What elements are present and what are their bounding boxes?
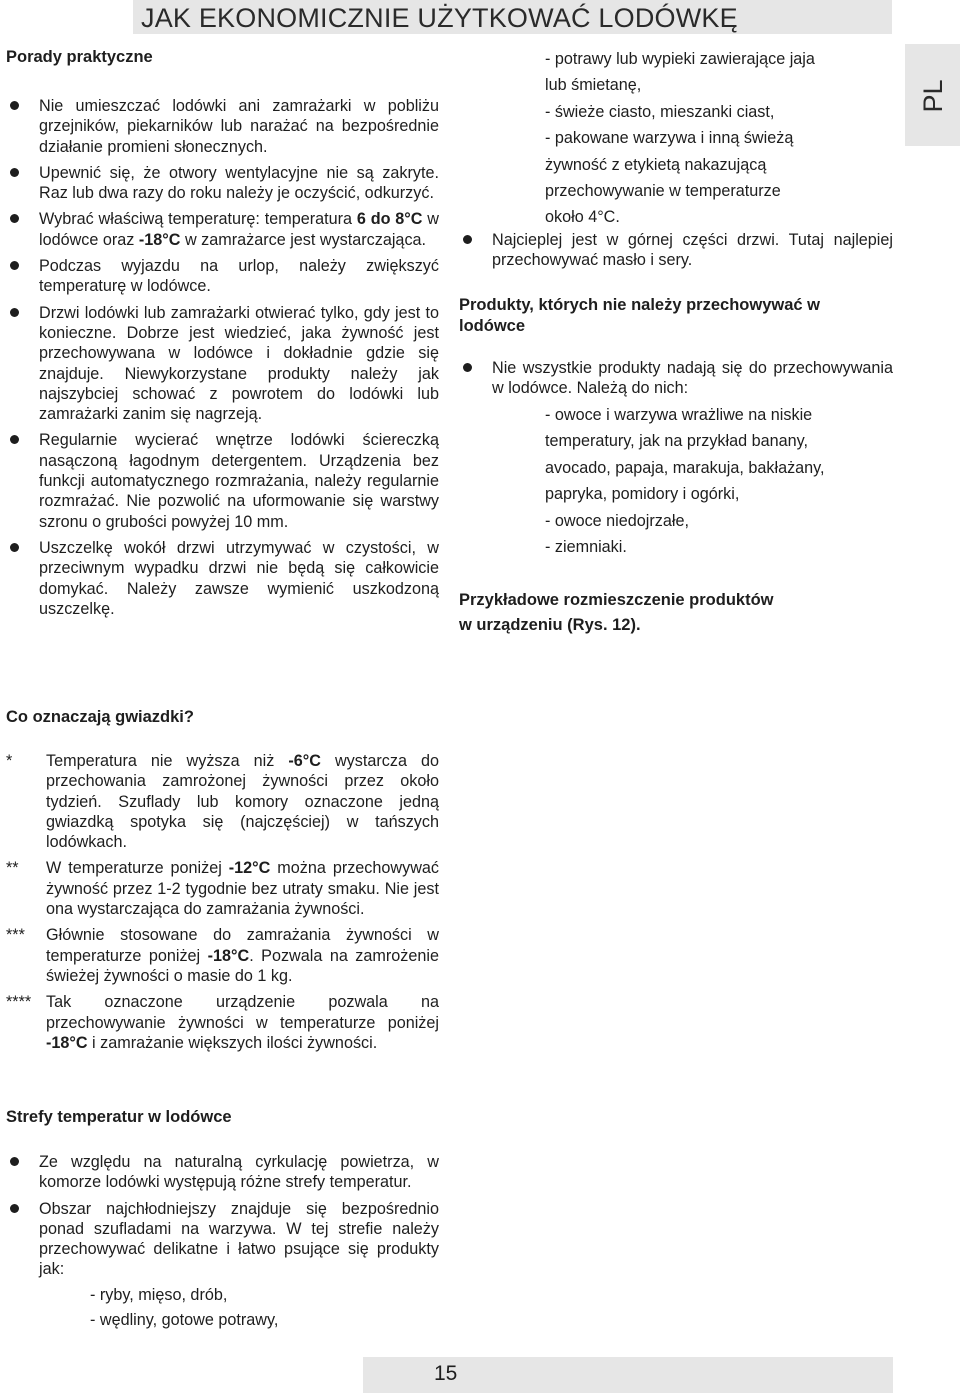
star-mark: *	[6, 752, 13, 770]
not-store-sublist	[545, 402, 885, 560]
practical-item: Nie umieszczać lodówki ani zamrażarki w pobliżu grzejników, piekarników lub narażać na bezpośrednie działanie promieni słonecznych.	[6, 96, 439, 157]
right-sub-line: - pakowane warzywa i inną świeżą	[545, 129, 794, 148]
language-label: PL	[918, 79, 948, 113]
star-mark: ****	[6, 993, 32, 1012]
zones-sub-item: - wędliny, gotowe potrawy,	[90, 1311, 279, 1330]
bullet-icon	[10, 261, 19, 270]
right-sub-line: - świeże ciasto, mieszanki ciast,	[545, 102, 775, 121]
stars-heading: Co oznaczają gwiazdki?	[6, 708, 194, 726]
zones-heading: Strefy temperatur w lodówce	[6, 1108, 232, 1126]
bullet-icon	[10, 214, 19, 223]
zones-item: Ze względu na naturalną cyrkulację powietrza, w komorze lodówki występują różne strefy temperatur.	[6, 1152, 439, 1193]
bullet-icon	[463, 363, 472, 372]
practical-list	[6, 96, 439, 619]
not-store-sub-line: temperatury, jak na przykład banany,	[545, 432, 809, 451]
warm-zone-item: Najcieplej jest w górnej części drzwi. Tutaj najlepiej przechowywać masło i sery.	[459, 230, 893, 271]
stars-list	[6, 751, 439, 1053]
right-continued-sublist	[545, 46, 875, 231]
star-rating-item: **** Tak oznaczone urządzenie pozwala na przechowywanie żywności w temperaturze poniżej -18°C i zamrażanie większych ilości żywności.	[6, 993, 439, 1052]
not-store-sub-line: - ziemniaki.	[545, 538, 627, 557]
practical-item: Podczas wyjazdu na urlop, należy zwiększyć temperaturę w lodówce.	[6, 256, 439, 297]
right-sub-line: przechowywanie w temperaturze	[545, 182, 781, 201]
practical-item: Wybrać właściwą temperaturę: temperatura 6 do 8°C w lodówce oraz -18°C w zamrażarce jest wystarczająca.	[6, 209, 439, 250]
zones-sublist	[6, 1283, 439, 1334]
not-store-sub-line: - owoce i warzywa wrażliwe na niskie	[545, 406, 813, 424]
right-sub-line: około 4°C.	[545, 208, 620, 227]
zones-item: Obszar najchłodniejszy znajduje się bezpośrednio ponad szufladami na warzywa. W tej strefie należy przechowywać delikatne i łatwo psujące się produkty jak:	[6, 1199, 439, 1280]
practical-item: Drzwi lodówki lub zamrażarki otwierać tylko, gdy jest to konieczne. Dobrze jest wiedzieć, jaka żywność jest przechowywana w lodówce i dokładnie gdzie się znajduje. Niewykorzystane produkty należy jak najszybciej schować z powrotem do lodówki lub zamrażarki zanim się nagrzeją.	[6, 303, 439, 425]
practical-heading: Porady praktyczne	[6, 48, 153, 66]
right-sub-line: żywność z etykietą nakazującą	[545, 155, 767, 174]
not-store-list	[459, 358, 893, 399]
practical-item: Regularnie wycierać wnętrze lodówki ściereczką nasączoną łagodnym detergentem. Urządzenia bez funkcji automatycznego rozmrażania, należy regularnie rozmrażać. Nie pozwolić na uformowanie się warstwy szronu o grubości powyżej 10 mm.	[6, 430, 439, 531]
not-store-sub-line: - owoce niedojrzałe,	[545, 511, 689, 530]
bullet-icon	[10, 308, 19, 317]
bullet-icon	[10, 1204, 19, 1213]
not-store-heading: Produkty, których nie należy przechowywać w lodówce	[459, 296, 820, 335]
warm-zone-list	[459, 230, 893, 271]
bullet-icon	[10, 435, 19, 444]
zones-sub-item: - ryby, mięso, drób,	[90, 1285, 228, 1304]
bullet-icon	[10, 1157, 19, 1166]
star-rating-item: * Temperatura nie wyższa niż -6°C wystarcza do przechowania zamrożonej żywności przez około tydzień. Szuflady lub komory oznaczone jedną gwiazdką spotyka się (najczęściej) w tańszych lodówkach.	[6, 752, 439, 852]
right-sub-line: - potrawy lub wypieki zawierające jaja	[545, 50, 815, 68]
not-store-item: Nie wszystkie produkty nadają się do przechowywania w lodówce. Należą do nich:	[459, 358, 893, 399]
example-heading: Przykładowe rozmieszczenie produktów w urządzeniu (Rys. 12).	[459, 591, 774, 634]
star-mark: **	[6, 859, 19, 878]
not-store-sub-line: papryka, pomidory i ogórki,	[545, 485, 740, 504]
practical-item: Uszczelkę wokół drzwi utrzymywać w czystości, w przeciwnym wypadku drzwi nie będą się całkowicie domykać. Należy zawsze wymienić uszkodzoną uszczelkę.	[6, 538, 439, 619]
zones-list	[6, 1152, 439, 1334]
bullet-icon	[10, 101, 19, 110]
star-mark: ***	[6, 926, 25, 945]
bullet-icon	[463, 235, 472, 244]
star-rating-item: ** W temperaturze poniżej -12°C można przechowywać żywność przez 1-2 tygodnie bez utraty smaku. Nie jest ona wystarczająca do zamrażania żywności.	[6, 859, 439, 919]
bullet-icon	[10, 168, 19, 177]
not-store-sub-line: avocado, papaja, marakuja, bakłażany,	[545, 458, 825, 477]
bullet-icon	[10, 543, 19, 552]
practical-item: Upewnić się, że otwory wentylacyjne nie są zakryte. Raz lub dwa razy do roku należy je oczyścić, odkurzyć.	[6, 163, 439, 204]
star-rating-item: *** Głównie stosowane do zamrażania żywności w temperaturze poniżej -18°C. Pozwala na zamrożenie świeżej żywności o masie do 1 kg.	[6, 926, 439, 985]
page-number: 15	[434, 1362, 458, 1385]
page-title: JAK EKONOMICZNIE UŻYTKOWAĆ LODÓWKĘ	[141, 3, 738, 33]
right-sub-line: lub śmietanę,	[545, 76, 642, 95]
